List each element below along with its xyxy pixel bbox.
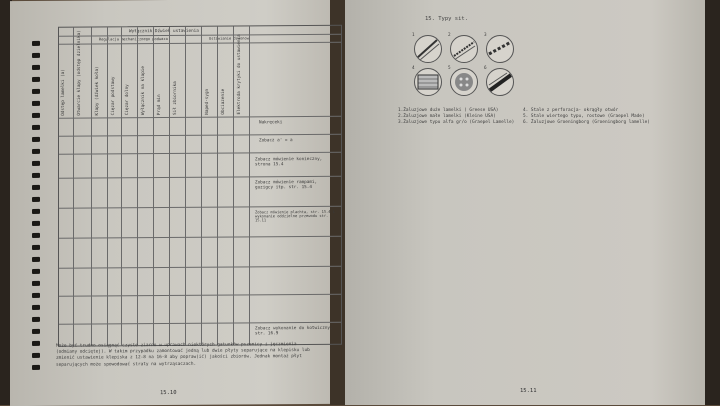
sieve-type-4-icon bbox=[414, 68, 442, 96]
icon-number-1: 1 bbox=[412, 33, 415, 38]
background-edge-right bbox=[705, 0, 720, 405]
column-header-4: Cięzar podstawy bbox=[111, 76, 116, 116]
column-header-1: Odstęp lamelki (a) bbox=[61, 69, 66, 116]
legend-item-1: 1.Żaluzjowe duże lamelki ( Greese USA) bbox=[398, 108, 499, 113]
header-group-2: Ustawianie dzwonow bbox=[209, 36, 249, 41]
legend-item-3: 3.Żaluzjowe typu alfa gr/o (Graepel Lamelle) bbox=[398, 120, 515, 125]
note-4: Zobacz mówienie rampami, guzigcy itp. str. 15.4 bbox=[255, 179, 318, 191]
note-5: Zobacz mówienie plachta, str. 15.4 i wykonanie oddzielne przewodu str. 15.11 bbox=[255, 209, 335, 223]
column-header-6: Wyłącznik na klapie bbox=[141, 66, 146, 116]
note-2: Zobacz a' = a bbox=[259, 138, 293, 144]
note-3: Zobacz mówienie konieczny, strona 15.4 bbox=[255, 156, 323, 168]
sieve-type-2-icon bbox=[450, 35, 478, 63]
left-page bbox=[10, 0, 335, 406]
sieve-type-1-icon bbox=[414, 35, 442, 63]
column-header-9: Naped-sygn bbox=[205, 88, 210, 115]
sieve-type-3-icon bbox=[486, 35, 514, 63]
column-header-10: Obciazenie bbox=[221, 88, 226, 115]
note-6: Zobacz wykonanie do kotwiczny, str. 16.9 bbox=[255, 325, 333, 337]
legend-item-2: 2.Żaluzjowe małe lamelki (Kleine USA) bbox=[398, 114, 496, 119]
column-header-5: Cięzar dolny bbox=[125, 84, 130, 116]
legend-item-5: 5. Stale wiertego typu, rostowe (Graepel Made) bbox=[523, 114, 645, 119]
sieve-type-6-icon bbox=[486, 68, 514, 96]
note-1: Nakręceki bbox=[259, 120, 283, 126]
right-page bbox=[345, 0, 705, 405]
legend-item-4: 4. Stale z perforacja- okrągły otwór bbox=[523, 108, 619, 113]
binding-holes bbox=[32, 41, 40, 381]
icon-number-4: 4 bbox=[412, 66, 415, 71]
settings-table bbox=[58, 25, 342, 347]
header-group-1: Regulacja mechanicznego podwaza bbox=[99, 37, 168, 42]
icon-number-2: 2 bbox=[448, 33, 451, 38]
table-title: Wyłącznik-Dźwiek ustawienia bbox=[129, 28, 199, 35]
footnote: Może być trudno osiągnąć czyste ziarno w uprawach niektórych gatunków pszenicy i jęczmienia (odmiany odciętej). W takim przypadku zamontować jedną lub dwie płyty separujące na klepisku lub zmienić ustawienie klepiska z 12-8 na 16-8 aby popraw(ić) jakości zbiorów. Jednak montaż płyt separujących może spowodować straty na wytrząsaczach. bbox=[56, 342, 310, 368]
column-header-8: Sił zbiornika bbox=[173, 81, 178, 115]
figure-title: 15. Typy sit. bbox=[425, 16, 469, 22]
icon-number-6: 6 bbox=[484, 66, 487, 71]
icon-number-3: 3 bbox=[484, 33, 487, 38]
column-header-11: Elektroda krytyki do ustawienia bbox=[237, 34, 242, 115]
icon-number-5: 5 bbox=[448, 66, 451, 71]
column-header-3: Klapy (dźwiek koła) bbox=[95, 66, 100, 116]
page-number-right: 15.11 bbox=[520, 388, 537, 394]
legend-item-6: 6. Żaluzjowe Groeningborg (Groeningborg lamelle) bbox=[523, 120, 650, 125]
column-header-2: Otwarcie klapy (odstęp dzielnika) bbox=[77, 30, 82, 116]
page-number-left: 15.10 bbox=[160, 389, 177, 397]
column-header-7: Prąd min bbox=[157, 94, 162, 116]
sieve-type-5-icon bbox=[450, 68, 478, 96]
